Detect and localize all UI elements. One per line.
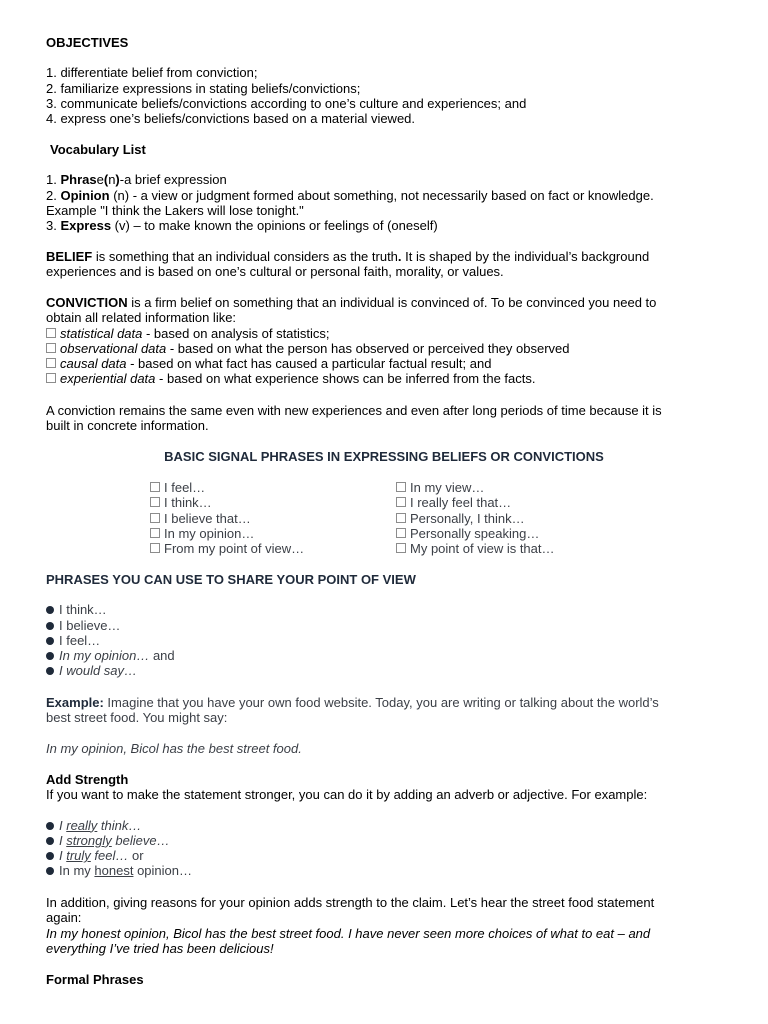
bullet-icon <box>46 606 54 614</box>
signal-phrase: In my opinion… <box>150 526 390 541</box>
signal-phrase: I feel… <box>150 480 390 495</box>
belief-paragraph: BELIEF is something that an individual considers as the truth. It is shaped by the individual’s background experiences and is based on one’s cultural or personal faith, morality, or values. <box>46 249 650 280</box>
checkbox-icon <box>396 513 406 523</box>
bullet-icon <box>46 852 54 860</box>
signal-phrases-heading: BASIC SIGNAL PHRASES IN EXPRESSING BELIEFS OR CONVICTIONS <box>164 449 604 464</box>
objective-item: 1. differentiate belief from conviction; <box>46 65 258 81</box>
vocabulary-section <box>46 142 736 233</box>
objective-item: 2. familiarize expressions in stating beliefs/convictions; <box>46 80 361 96</box>
bullet-icon <box>46 622 54 630</box>
checkbox-icon <box>150 528 160 538</box>
objectives-heading: OBJECTIVES <box>46 35 129 50</box>
objectives-section <box>46 35 736 126</box>
belief-term: BELIEF <box>46 249 93 264</box>
checkbox-icon <box>396 497 406 507</box>
signal-phrase: I believe that… <box>150 511 390 526</box>
add-strength-heading: Add Strength <box>46 772 129 787</box>
bullet-icon <box>46 652 54 660</box>
checkbox-icon <box>150 497 160 507</box>
data-type-item: causal data - based on what fact has caused a particular factual result; and <box>46 356 736 371</box>
bullet-icon <box>46 637 54 645</box>
share-view-section <box>46 572 736 679</box>
signal-phrase: My point of view is that… <box>396 541 636 556</box>
objective-item: 4. express one’s beliefs/convictions based on a material viewed. <box>46 111 416 127</box>
conviction-remains-paragraph: A conviction remains the same even with new experiences and even after long periods of time because it is built in concrete information. <box>46 403 662 434</box>
list-item: I feel… <box>46 633 736 648</box>
list-item: I think… <box>46 602 736 617</box>
list-item: I strongly believe… <box>46 833 736 848</box>
vocab-term: Express <box>60 218 112 234</box>
checkbox-icon <box>46 343 56 353</box>
checkbox-icon <box>150 543 160 553</box>
in-addition-paragraph: In addition, giving reasons for your opinion adds strength to the claim. Let’s hear the street food statement again: In my honest opinion, Bicol has the best street food. I have never seen more choices of what to eat – and everything I’ve tried has been delicious! <box>46 895 736 956</box>
list-item: In my honest opinion… <box>46 863 736 878</box>
formal-phrases-heading: Formal Phrases <box>46 972 144 987</box>
vocab-term: Phras <box>60 172 97 188</box>
signal-phrases-left-column <box>150 480 390 556</box>
signal-phrase: I think… <box>150 495 390 510</box>
checkbox-icon <box>150 513 160 523</box>
list-item: In my opinion… and <box>46 648 736 663</box>
list-item: I really think… <box>46 818 736 833</box>
bullet-icon <box>46 837 54 845</box>
signal-phrase: Personally, I think… <box>396 511 636 526</box>
data-type-item: statistical data - based on analysis of statistics; <box>46 326 736 341</box>
signal-phrases-right-column <box>396 480 636 556</box>
list-item: I would say… <box>46 663 736 678</box>
example-paragraph: Example: Imagine that you have your own food website. Today, you are writing or talking about the world’s best street food. You might say: In my opinion, Bicol has the best street food. <box>46 695 736 756</box>
conviction-paragraph: CONVICTION is a firm belief on something that an individual is convinced of. To be convinced you need to obtain all related information like: statistical data - based on analysis of statistics; observational data - based on what the person has observed or perceived they observed causal data - based on what fact has caused a particular factual result; and experiential data - based on what experience shows can be inferred from the facts. <box>46 295 736 387</box>
conviction-term: CONVICTION <box>46 295 128 310</box>
signal-phrase: I really feel that… <box>396 495 636 510</box>
data-type-item: experiential data - based on what experience shows can be inferred from the facts. <box>46 371 736 386</box>
checkbox-icon <box>396 543 406 553</box>
formal-phrases-section <box>46 972 736 987</box>
bullet-icon <box>46 867 54 875</box>
checkbox-icon <box>150 482 160 492</box>
list-item: I truly feel… or <box>46 848 736 863</box>
add-strength-section: Add Strength If you want to make the statement stronger, you can do it by adding an adverb or adjective. For example: I really think… I strongly believe… I truly feel… or In my honest opinion… <box>46 772 736 879</box>
vocab-term: Opinion <box>60 187 110 203</box>
vocabulary-heading: Vocabulary List <box>50 142 146 157</box>
checkbox-icon <box>396 528 406 538</box>
signal-phrase: Personally speaking… <box>396 526 636 541</box>
bullet-icon <box>46 667 54 675</box>
example-quote: In my opinion, Bicol has the best street food. <box>46 740 302 756</box>
vocabulary-item-phrase: 1. Phrase(n)-a brief expression <box>46 172 227 188</box>
example-label: Example: <box>46 695 104 710</box>
objective-item: 3. communicate beliefs/convictions according to one’s culture and experiences; and <box>46 95 527 111</box>
checkbox-icon <box>46 373 56 383</box>
vocabulary-item-opinion: 2. Opinion (n) - a view or judgment formed about something, not necessarily based on fact or knowledge. <box>46 187 654 203</box>
vocabulary-item-express: 3. Express (v) – to make known the opinions or feelings of (oneself) <box>46 218 438 234</box>
data-type-item: observational data - based on what the person has observed or perceived they observed <box>46 341 736 356</box>
checkbox-icon <box>46 358 56 368</box>
bullet-icon <box>46 822 54 830</box>
list-item: I believe… <box>46 618 736 633</box>
signal-phrase: In my view… <box>396 480 636 495</box>
vocabulary-example: Example "I think the Lakers will lose tonight." <box>46 202 304 218</box>
share-view-heading: PHRASES YOU CAN USE TO SHARE YOUR POINT OF VIEW <box>46 572 416 587</box>
checkbox-icon <box>396 482 406 492</box>
signal-phrase: From my point of view… <box>150 541 390 556</box>
checkbox-icon <box>46 328 56 338</box>
addition-quote: In my honest opinion, Bicol has the best street food. I have never seen more choices of what to eat – and <box>46 925 651 941</box>
